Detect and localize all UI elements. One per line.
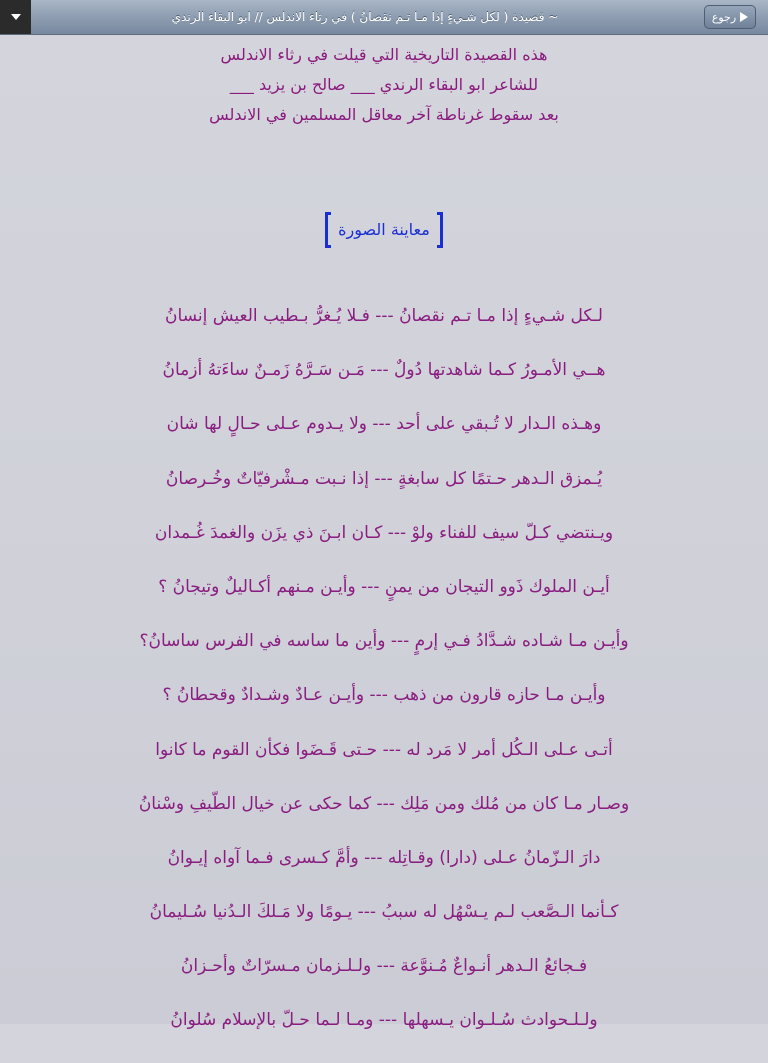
intro-text (0, 40, 768, 130)
chevron-down-icon (11, 14, 21, 20)
intro-line: هذه القصيدة التاريخية التي قيلت في رثاء الاندلس (220, 45, 548, 64)
poem-verse: ولـلـحوادث سُـلـوان يـسهلها --- ومـا لـما حـلّ بالإسلام سُلوانُ (170, 1010, 598, 1031)
poem-verse: وأيـن مـا شـاده شـدَّادُ فـي إرمٍ --- وأين ما ساسه في الفرس ساسانُ؟ (139, 631, 629, 652)
play-icon (740, 12, 748, 22)
back-button[interactable] (704, 5, 756, 29)
poem-verse: هــي الأمـورُ كـما شاهدتها دُولٌ --- مَـن سَـرَّهُ زَمـنٌ ساءَتهُ أزمانُ (162, 360, 606, 381)
menu-button[interactable] (0, 0, 31, 34)
poem-verse: وأيـن مـا حازه قارون من ذهب --- وأيـن عـادٌ وشـدادٌ وقحطانُ ؟ (162, 685, 606, 706)
navigation-bar (0, 0, 768, 35)
preview-container (0, 212, 768, 252)
poem-verse: فـجائعُ الـدهر أنـواعٌ مُـنوَّعة --- ولـلـزمان مـسرّاتٌ وأحـزانُ (180, 956, 588, 977)
poem-verse: وهـذه الـدار لا تُـبقي على أحد --- ولا يـدوم عـلى حـالٍ لها شان (166, 414, 602, 435)
poem-verse: أيـن الملوك ذَوو التيجان من يمنٍ --- وأيـن مـنهم أكـاليلٌ وتيجانُ ؟ (158, 576, 610, 597)
poem-verse: يُـمزق الـدهر حـتمًا كل سابغةٍ --- إذا نـبت مـشْرفيّاتٌ وخُـرصانُ (165, 468, 603, 489)
image-preview-link[interactable]: معاينة الصورة (325, 212, 443, 248)
back-button-label: رجوع (711, 10, 737, 24)
intro-line: للشاعر ابو البقاء الرندي ___ صالح بن يزيد ___ (229, 75, 539, 94)
poem-verse: ويـنتضي كـلّ سيف للفناء ولوْ --- كـان ابـنَ ذي يزَن والغمدَ غُـمدان (154, 522, 614, 543)
poem-verse: كـأنما الـصَّعب لـم يـسْهُل له سببُ --- يـومًا ولا مَـلكَ الـدُنيا سُـليمانُ (149, 902, 619, 923)
intro-line: بعد سقوط غرناطة آخر معاقل المسلمين في الاندلس (209, 105, 559, 124)
poem-verse: دارَ الـزّمانُ عـلى (دارا) وقـاتِله --- وأمَّ كـسرى فـما آواه إيـوانُ (167, 847, 601, 868)
article-content (0, 34, 768, 1031)
page-title: قصيدة ( لكل شـيءٍ إذا مـا تـم نقصانُ ) في رثاء الاندلس // ابو البقاء الرندي ~ (171, 10, 559, 24)
poem (0, 304, 768, 1063)
poem-verse: أتـى عـلى الـكُل أمر لا مَرد له --- حـتى قَـضَوا فكأن القوم ما كانوا (155, 739, 613, 760)
poem-verse: وصـار مـا كان من مُلك ومن مَلِك --- كما حكى عن خيال الطّيفِ وسْنانُ (138, 793, 630, 814)
poem-verse: لـكل شـيءٍ إذا مـا تـم نقصانُ --- فـلا يُـغرُّ بـطيب العيش إنسانُ (165, 306, 603, 326)
